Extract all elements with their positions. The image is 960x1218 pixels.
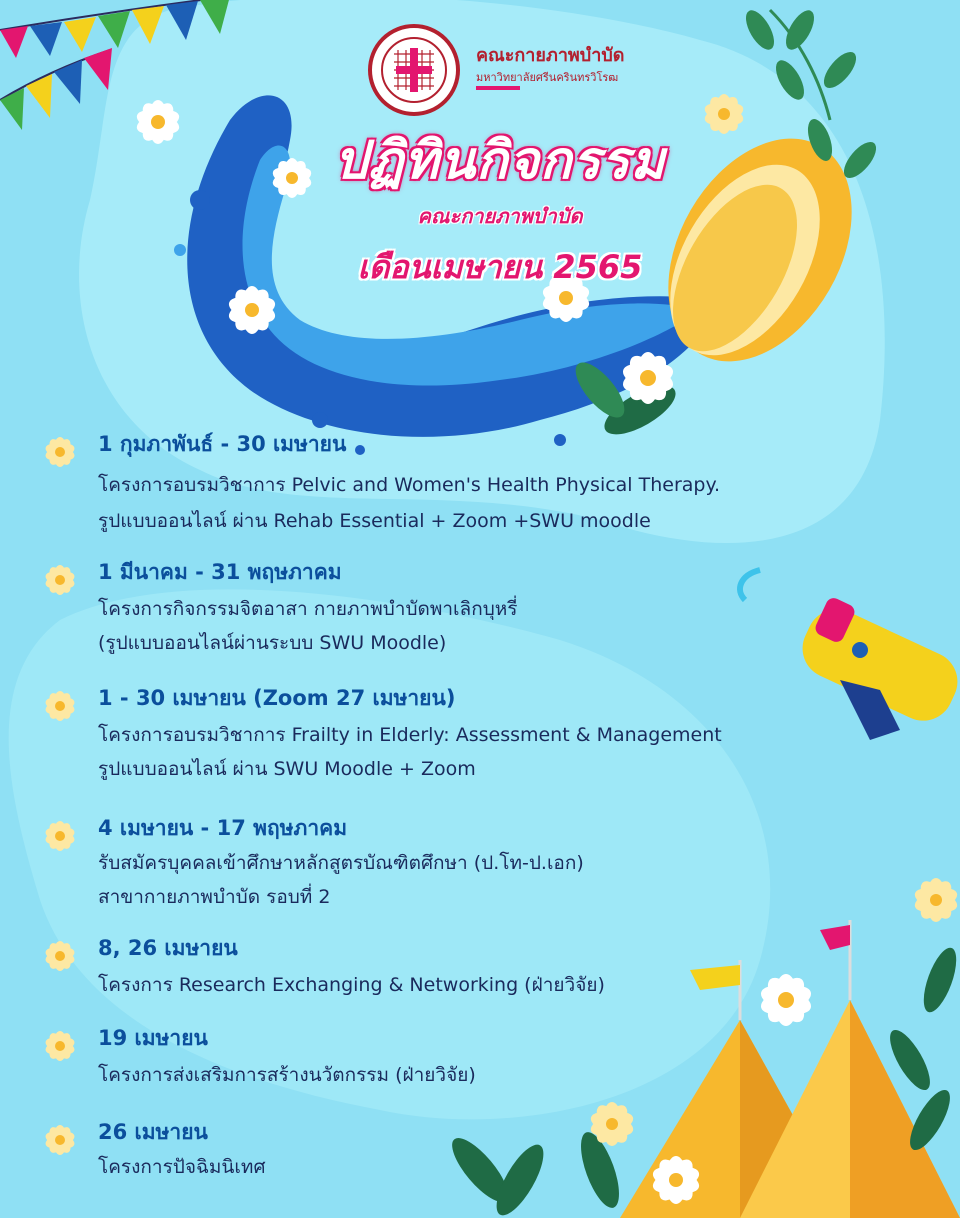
flower-icon [36, 428, 84, 476]
event-description: โครงการปัจฉิมนิเทศ [98, 1156, 266, 1178]
event-description: โครงการอบรมวิชาการ Frailty in Elderly: Assessment & Management [98, 724, 722, 746]
event-description: โครงการ Research Exchanging & Networking (ฝ่ายวิจัย) [98, 974, 605, 996]
flower-icon [36, 812, 84, 860]
flower-icon [36, 1116, 84, 1164]
event-date: 8, 26 เมษายน [98, 936, 238, 960]
event-description: โครงการอบรมวิชาการ Pelvic and Women's Health Physical Therapy. [98, 474, 721, 496]
page-subtitle: คณะกายภาพบำบัด [417, 204, 583, 228]
page-month: เดือนเมษายน 2565 [357, 248, 643, 286]
page-title: ปฏิทินกิจกรรม [334, 131, 666, 191]
event-description: (รูปแบบออนไลน์ผ่านระบบ SWU Moodle) [98, 632, 447, 654]
flower-icon [36, 556, 84, 604]
event-date: 1 มีนาคม - 31 พฤษภาคม [98, 560, 342, 584]
event-date: 4 เมษายน - 17 พฤษภาคม [98, 816, 348, 840]
event-date: 1 กุมภาพันธ์ - 30 เมษายน [98, 432, 347, 456]
event-description: รูปแบบออนไลน์ ผ่าน SWU Moodle + Zoom [98, 758, 476, 780]
faculty-name: คณะกายภาพบำบัด [476, 45, 625, 66]
flower-icon [36, 932, 84, 980]
event-description: โครงการส่งเสริมการสร้างนวัตกรรม (ฝ่ายวิจัย) [98, 1064, 476, 1086]
event-description: รูปแบบออนไลน์ ผ่าน Rehab Essential + Zoom +SWU moodle [98, 510, 651, 532]
event-description: รับสมัครบุคคลเข้าศึกษาหลักสูตรบัณฑิตศึกษา (ป.โท-ป.เอก) [98, 852, 584, 874]
flower-icon [36, 682, 84, 730]
flower-icon [36, 1022, 84, 1070]
event-date: 19 เมษายน [98, 1026, 208, 1050]
event-date: 1 - 30 เมษายน (Zoom 27 เมษายน) [98, 686, 456, 710]
university-name: มหาวิทยาลัยศรีนครินทรวิโรฒ [476, 71, 619, 84]
event-description: โครงการกิจกรรมจิตอาสา กายภาพบำบัดพาเลิกบุหรี่ [98, 598, 518, 620]
event-description: สาขากายภาพบำบัด รอบที่ 2 [98, 886, 331, 908]
event-date: 26 เมษายน [98, 1120, 208, 1144]
